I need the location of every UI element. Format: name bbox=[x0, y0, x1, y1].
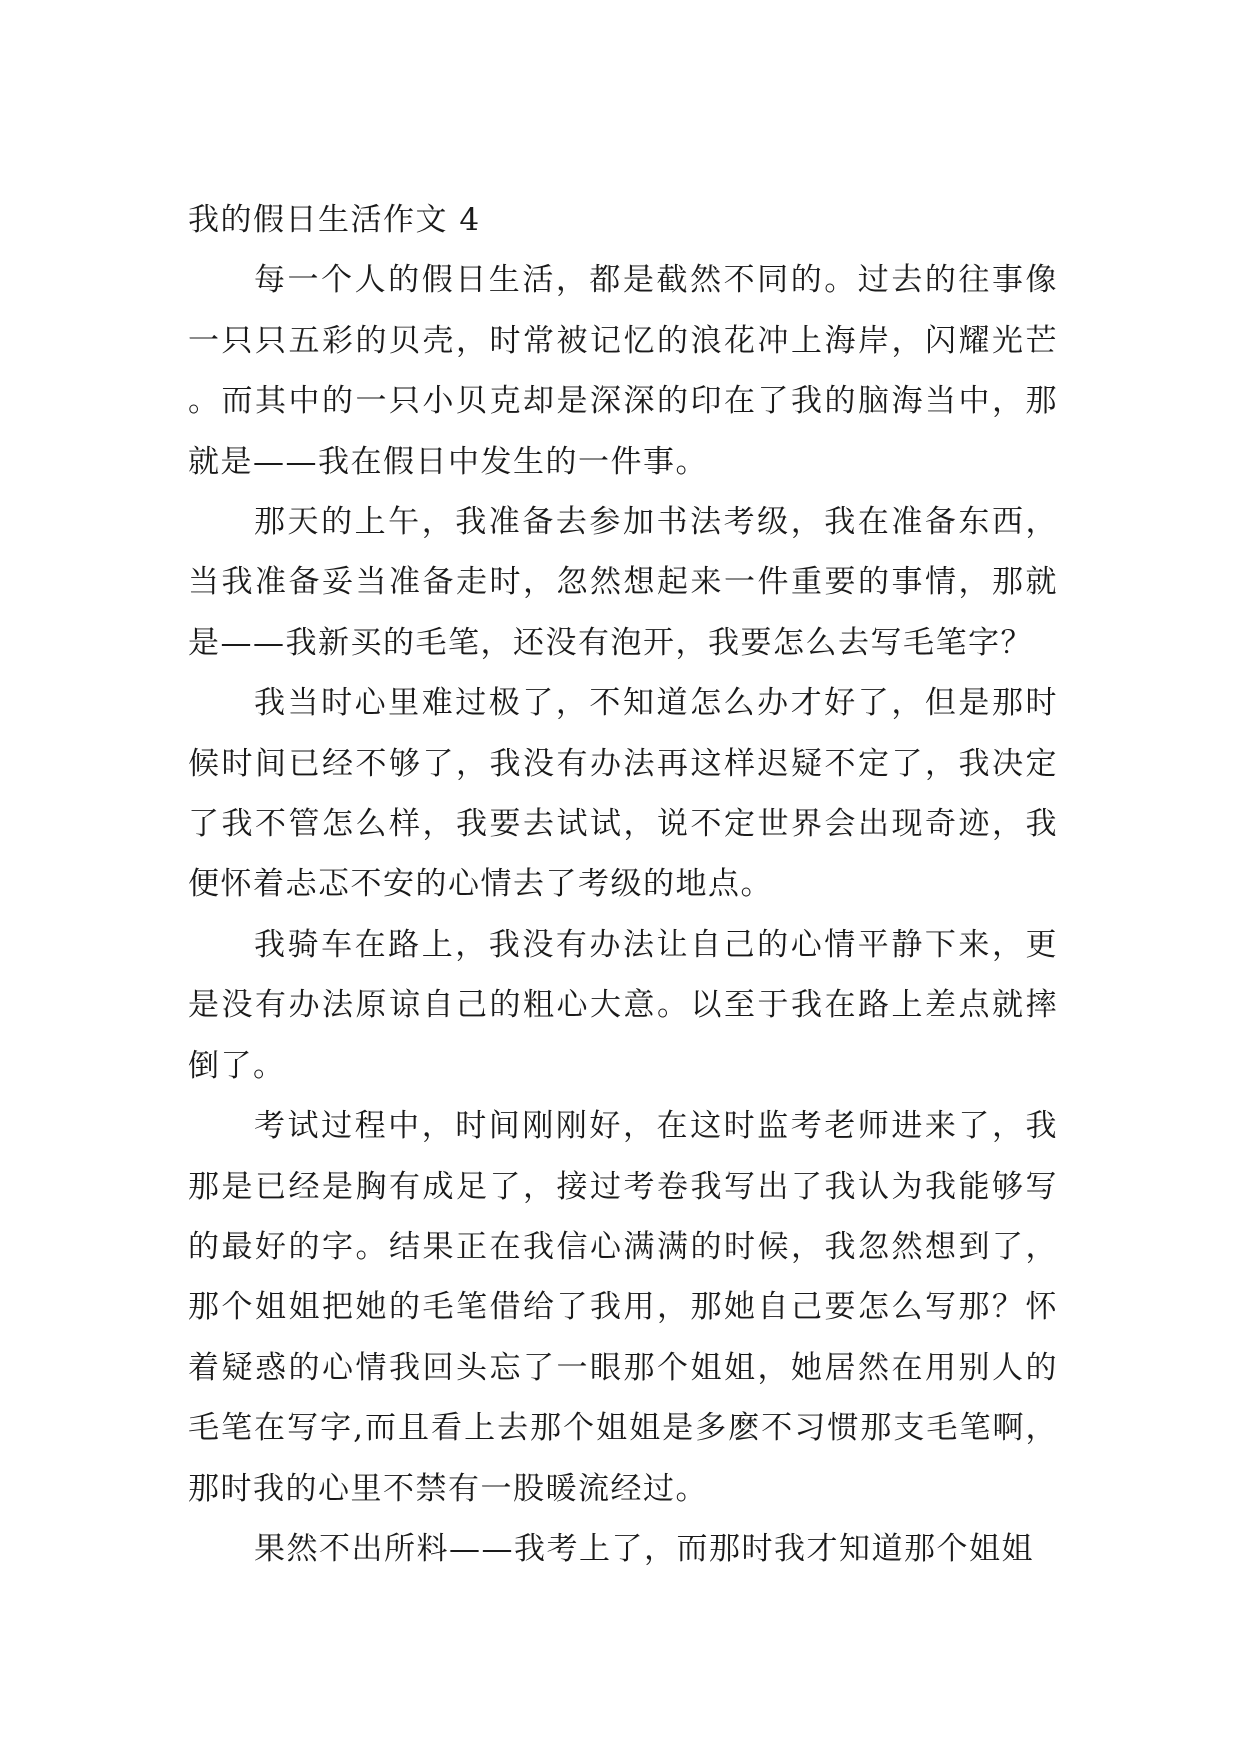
paragraph-2: 那天的上午，我准备去参加书法考级，我在准备东西，当我准备妥当准备走时，忽然想起来一件重要的事情，那就是——我新买的毛笔，还没有泡开，我要怎么去写毛笔字？ bbox=[188, 504, 1058, 661]
paragraph-5: 考试过程中，时间刚刚好，在这时监考老师进来了，我那是已经是胸有成足了，接过考卷我写出了我认为我能够写的最好的字。结果正在我信心满满的时候，我忽然想到了，那个姐姐把她的毛笔借给了我用，那她自己要怎么写那？怀着疑惑的心情我回头忘了一眼那个姐姐，她居然在用别人的毛笔在写字,而且看上去那个姐姐是多麽不习惯那支毛笔啊，那时我的心里不禁有一股暖流经过。 bbox=[188, 1108, 1058, 1507]
document-body bbox=[188, 190, 1058, 1579]
document-title: 我的假日生活作文 4 bbox=[188, 202, 481, 238]
paragraph-3: 我当时心里难过极了，不知道怎么办才好了，但是那时候时间已经不够了，我没有办法再这样迟疑不定了，我决定了我不管怎么样，我要去试试，说不定世界会出现奇迹，我便怀着忐忑不安的心情去了考级的地点。 bbox=[188, 685, 1058, 903]
paragraph-6: 果然不出所料——我考上了，而那时我才知道那个姐姐 bbox=[254, 1530, 1034, 1567]
paragraph-4: 我骑车在路上，我没有办法让自己的心情平静下来，更是没有办法原谅自己的粗心大意。以至于我在路上差点就摔倒了。 bbox=[188, 926, 1058, 1084]
paragraph-1: 每一个人的假日生活，都是截然不同的。过去的往事像一只只五彩的贝壳，时常被记忆的浪花冲上海岸，闪耀光芒。而其中的一只小贝克却是深深的印在了我的脑海当中，那就是——我在假日中发生的一件事。 bbox=[188, 262, 1058, 480]
